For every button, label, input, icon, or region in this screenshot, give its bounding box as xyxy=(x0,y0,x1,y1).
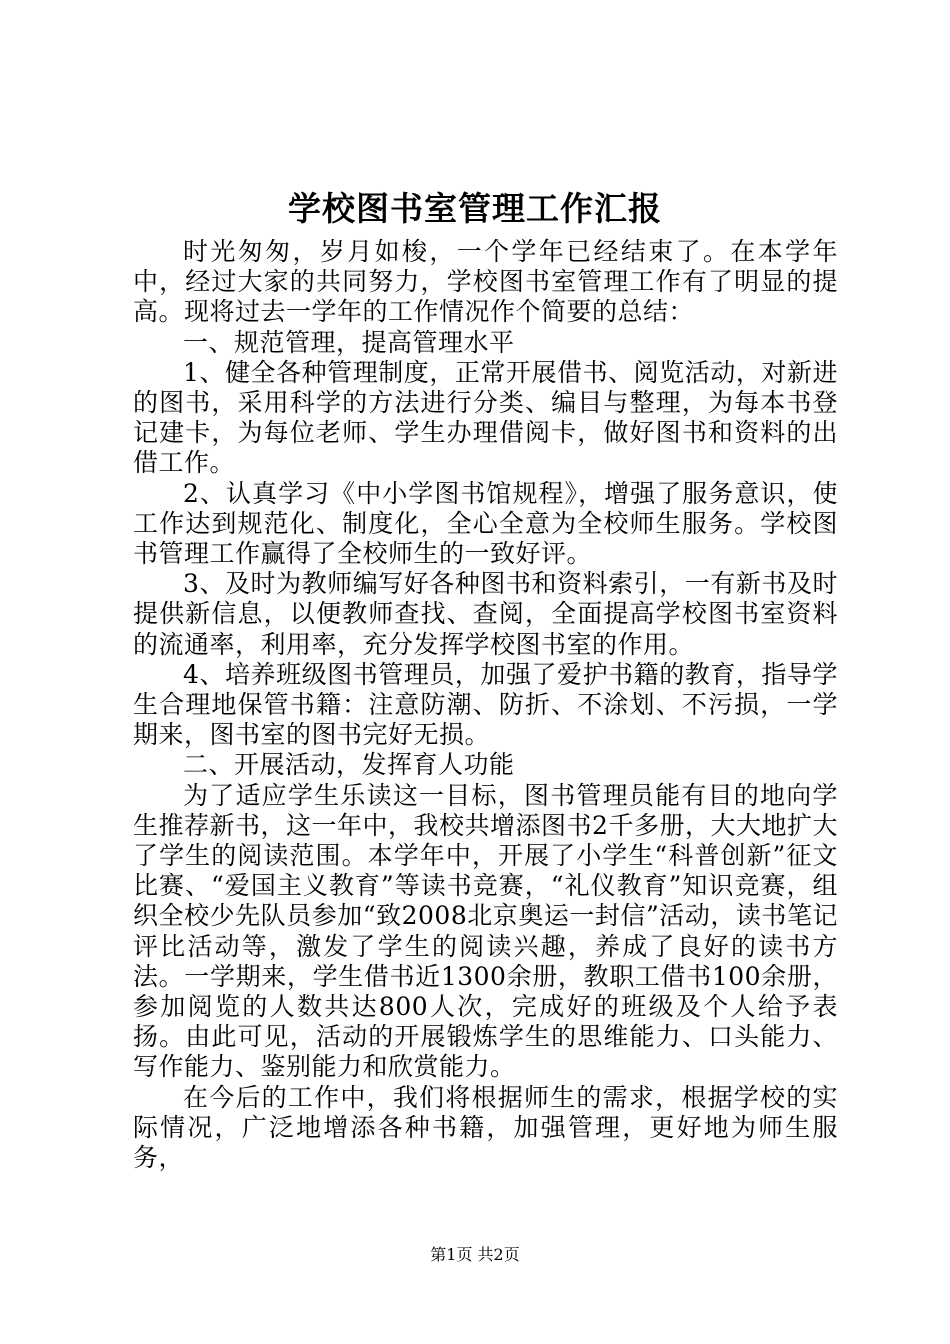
page-footer: 第1页 共2页 xyxy=(430,1245,520,1264)
section-heading-1: 一、规范管理，提高管理水平 xyxy=(183,327,515,357)
document-title: 学校图书室管理工作汇报 xyxy=(288,189,662,228)
activities-paragraph: 为了适应学生乐读这一目标，图书管理员能有目的地向学生推荐新书，这一年中，我校共增添图书2千多册，大大地扩大了学生的阅读范围。本学年中，开展了小学生“科普创新”征文比赛、“爱国主义教育”等读书竞赛，“礼仪教育”知识竞赛，组织全校少先队员参加“致2008北京奥运一封信”活动，读书笔记评比活动等，激发了学生的阅读兴趣，养成了良好的读书方法。一学期来，学生借书近1300余册，教职工借书100余册，参加阅览的人数共达800人次，完成好的班级及个人给予表扬。由此可见，活动的开展锻炼学生的思维能力、口头能力、写作能力、鉴别能力和欣赏能力。 xyxy=(133,780,838,1082)
paragraph-item-3: 3、及时为教师编写好各种图书和资料索引，一有新书及时提供新信息，以便教师查找、查阅，全面提高学校图书室资料的流通率，利用率，充分发挥学校图书室的作用。 xyxy=(133,569,838,659)
document-body xyxy=(133,237,838,1173)
paragraph-item-1: 1、健全各种管理制度，正常开展借书、阅览活动，对新进的图书，采用科学的方法进行分类、编目与整理，为每本书登记建卡，为每位老师、学生办理借阅卡，做好图书和资料的出借工作。 xyxy=(133,357,838,478)
paragraph-item-4: 4、培养班级图书管理员，加强了爱护书籍的教育，指导学生合理地保管书籍：注意防潮、防折、不涂划、不污损，一学期来，图书室的图书完好无损。 xyxy=(133,659,838,750)
paragraph-item-2: 2、认真学习《中小学图书馆规程》，增强了服务意识，使工作达到规范化、制度化，全心全意为全校师生服务。学校图书管理工作赢得了全校师生的一致好评。 xyxy=(133,478,838,569)
section-heading-2: 二、开展活动，发挥育人功能 xyxy=(183,750,515,780)
future-plans-paragraph: 在今后的工作中，我们将根据师生的需求，根据学校的实际情况，广泛地增添各种书籍，加强管理，更好地为师生服务， xyxy=(133,1082,838,1173)
intro-paragraph: 时光匆匆，岁月如梭，一个学年已经结束了。在本学年中，经过大家的共同努力，学校图书室管理工作有了明显的提高。现将过去一学年的工作情况作个简要的总结： xyxy=(133,237,838,327)
